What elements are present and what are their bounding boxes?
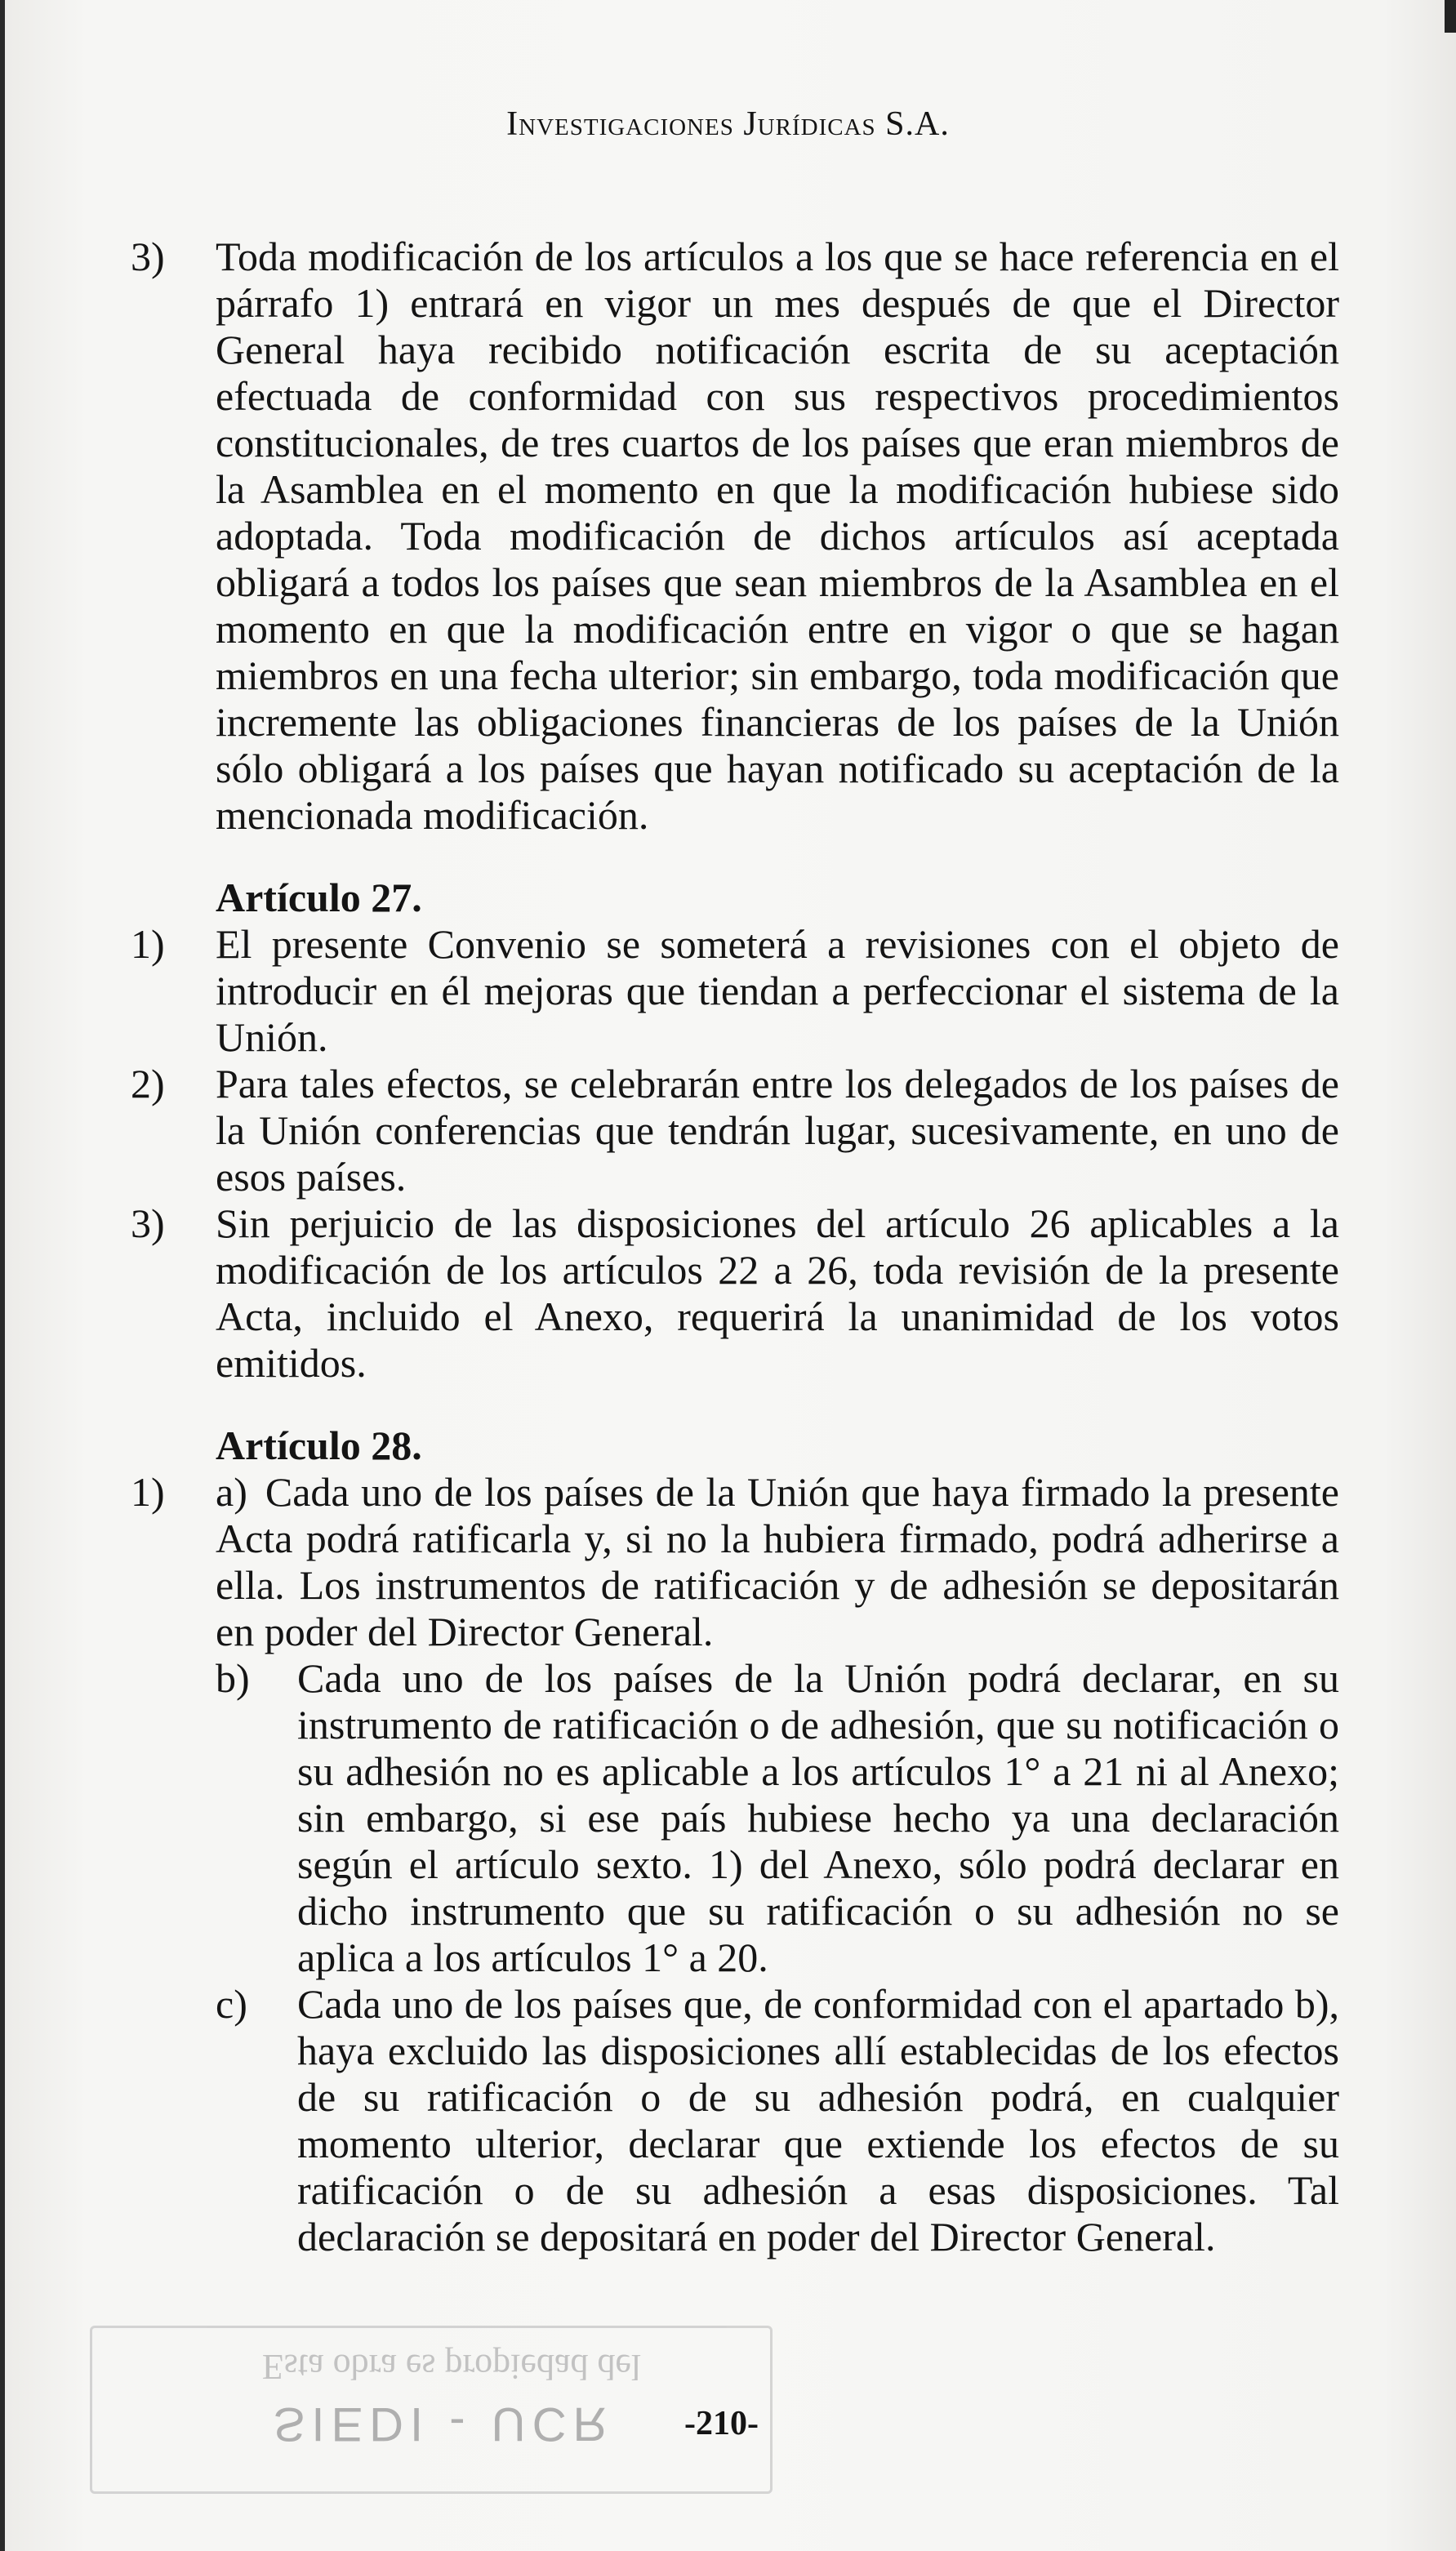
item-number: 3) <box>131 1200 165 1246</box>
subitem-b <box>216 1655 1339 1981</box>
item-number: 1) <box>131 1469 165 1515</box>
subitem-text: Cada uno de los países que, de conformidad con el apartado b), haya excluido las disposiciones allí establecidas de los efectos de su ratificación o de su adhesión podrá, en cualquier momento ulterior, declarar que extiende los efectos de su ratificación o de su adhesión a esas disposiciones. Tal declaración se depositará en poder del Director General. <box>297 1981 1339 2259</box>
subitem-letter: a) <box>216 1469 247 1515</box>
article-28-heading: Artículo 28. <box>216 1422 422 1468</box>
subitem-letter: c) <box>216 1981 247 2027</box>
paragraph-number: 3) <box>131 234 165 279</box>
subitem-a <box>216 1469 1339 1655</box>
item-number: 2) <box>131 1061 165 1106</box>
library-stamp <box>90 2326 773 2494</box>
page-edge-shadow <box>0 0 5 2551</box>
subitem-c <box>216 1981 1339 2260</box>
paragraph-text: Toda modificación de los artículos a los que se hace referencia en el párrafo 1) entrará en vigor un mes después de que el Director General haya recibido notificación escrita de su aceptación efectuada de conformidad con sus respectivos procedimientos constitucionales, de tres cuartos de los países que eran miembros de la Asamblea en el momento en que la modificación hubiese sido adoptada. Toda modificación de dichos artículos así aceptada obligará a todos los países que sean miembros de la Asamblea en el momento en que la modificación entre en vigor o que se hagan miembros en una fecha ulterior; sin embargo, toda modificación que incremente las obligaciones financieras de los países de la Unión sólo obligará a los países que hayan notificado su aceptación de la mencionada modificación. <box>216 234 1339 838</box>
running-header: Investigaciones Jurídicas S.A. <box>506 105 950 143</box>
subitem-letter: b) <box>216 1655 250 1701</box>
article-28-item-1 <box>131 1469 1339 2260</box>
article-27-heading: Artículo 27. <box>216 875 422 920</box>
page-number: -210- <box>684 2405 759 2442</box>
item-text: Sin perjuicio de las disposiciones del artículo 26 aplicables a la modificación de los artículos 22 a 26, toda revisión de la presente Acta, incluido el Anexo, requerirá la unanimidad de los votos emitidos. <box>216 1200 1339 1386</box>
item-number: 1) <box>131 921 165 967</box>
paragraph-3 <box>131 234 1339 839</box>
article-27-item-3 <box>131 1200 1339 1387</box>
article-27-item-1 <box>131 921 1339 1061</box>
item-text: El presente Convenio se someterá a revisiones con el objeto de introducir en él mejoras que tiendan a perfeccionar el sistema de la Unión. <box>216 921 1339 1060</box>
stamp-owner-text: Esta obra es propiedad del <box>261 2347 642 2387</box>
stamp-institution-text: SIEDI - UCR <box>273 2397 614 2451</box>
page-corner-shadow <box>1445 0 1456 33</box>
item-text: Para tales efectos, se celebrarán entre los delegados de los países de la Unión conferencias que tendrán lugar, sucesivamente, en uno de esos países. <box>216 1061 1339 1200</box>
article-27-item-2 <box>131 1061 1339 1200</box>
page-body <box>131 234 1339 2260</box>
subitem-text: Cada uno de los países de la Unión que haya firmado la presente Acta podrá ratificarla y, si no la hubiera firmado, podrá adherirse a ella. Los instrumentos de ratificación y de adhesión se depositarán en poder del Director General. <box>216 1469 1339 1654</box>
subitem-text: Cada uno de los países de la Unión podrá declarar, en su instrumento de ratificación o de adhesión, que su notificación o su adhesión no es aplicable a los artículos 1° a 21 ni al Anexo; sin embargo, si ese país hubiese hecho ya una declaración según el artículo sexto. 1) del Anexo, sólo podrá declarar en dicho instrumento que su ratificación o su adhesión no se aplica a los artículos 1° a 20. <box>297 1655 1339 1980</box>
